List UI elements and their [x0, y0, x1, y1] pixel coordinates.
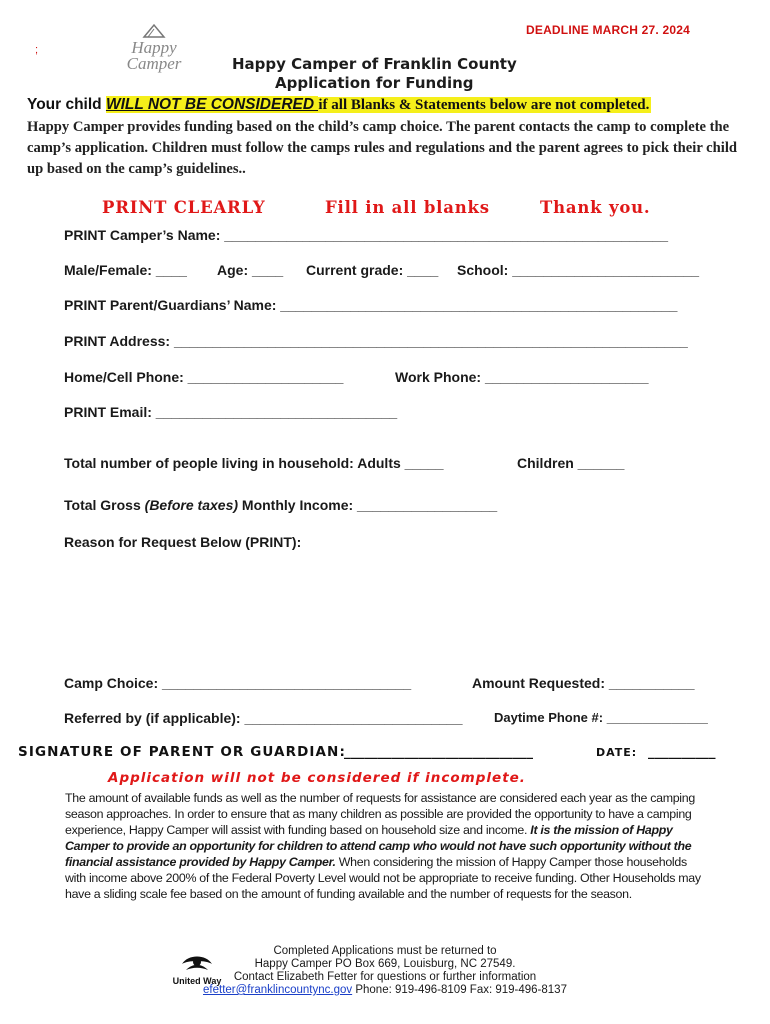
- income-label-prefix: Total Gross: [64, 497, 145, 513]
- mission-statement: It is the mission of Happy Camper to provide an opportunity for children to attend camp who would not have such opportunity without the financial assistance provided by Happy Camper.: [65, 823, 692, 869]
- reason-answer-area[interactable]: [64, 556, 714, 666]
- deadline-text: DEADLINE MARCH 27. 2024: [526, 23, 690, 37]
- date-line[interactable]: __________: [648, 744, 716, 760]
- amount-requested-field[interactable]: Amount Requested: ___________: [472, 675, 695, 691]
- policy-text-part1: The amount of available funds as well as the number of requests for assistance are considered each year as the camping season approaches. In order to ensure that as many children as possible are provided the opportunity to have a camping experience, Happy Camper will assist with funding based on household size and income.: [65, 791, 695, 837]
- home-phone-field[interactable]: Home/Cell Phone: ____________________: [64, 369, 344, 385]
- footer-line-1: Completed Applications must be returned to: [273, 945, 497, 957]
- referred-by-field[interactable]: Referred by (if applicable): ____________________________: [64, 710, 463, 726]
- united-way-text: United Way: [172, 976, 222, 986]
- instruction-fill-blanks: Fill in all blanks: [325, 198, 490, 217]
- signature-label: SIGNATURE OF PARENT OR GUARDIAN:: [18, 744, 346, 760]
- contact-phones: Phone: 919-496-8109 Fax: 919-496-8137: [352, 984, 567, 996]
- footer-contact-line: [0, 984, 770, 996]
- incomplete-notice: Application will not be considered if incomplete.: [108, 770, 526, 786]
- reason-label: Reason for Request Below (PRINT):: [64, 534, 302, 550]
- intro-paragraph: Happy Camper provides funding based on the child’s camp choice. The parent contacts the camp to complete the camp’s application. Children must follow the camps rules and regulations and the parent agrees to pick their child up based on the camp’s guidelines..: [27, 119, 738, 177]
- gender-field[interactable]: Male/Female: ____: [64, 262, 187, 278]
- email-field[interactable]: PRINT Email: _______________________________: [64, 404, 398, 420]
- address-field[interactable]: PRINT Address: __________________________________________________________________: [64, 333, 688, 349]
- income-label-italic: (Before taxes): [144, 497, 239, 513]
- form-subtitle: Application for Funding: [275, 74, 474, 92]
- work-phone-field[interactable]: Work Phone: _____________________: [395, 369, 649, 385]
- instruction-thank-you: Thank you.: [540, 198, 651, 217]
- warning-prefix: Your child: [27, 96, 106, 113]
- logo-text-happy: Happy: [131, 38, 177, 57]
- funding-policy-paragraph: [65, 790, 705, 902]
- school-field[interactable]: School: ________________________: [457, 262, 700, 278]
- household-adults-field[interactable]: Total number of people living in household: Adults _____: [64, 455, 444, 471]
- age-field[interactable]: Age: ____: [217, 262, 284, 278]
- warning-line: [27, 96, 651, 114]
- income-label-suffix: Monthly Income: __________________: [238, 497, 498, 513]
- daytime-phone-field[interactable]: Daytime Phone #: ______________: [494, 710, 708, 725]
- signature-line[interactable]: ____________________________: [344, 744, 533, 760]
- warning-emphasis: WILL NOT BE CONSIDERED: [105, 96, 319, 113]
- form-title: Happy Camper of Franklin County: [232, 55, 517, 73]
- date-label: DATE:: [596, 746, 638, 759]
- footer-line-2: Happy Camper PO Box 669, Louisburg, NC 27549.: [254, 958, 516, 970]
- parent-name-field[interactable]: PRINT Parent/Guardians’ Name: ___________________________________________________: [64, 297, 678, 313]
- warning-suffix: if all Blanks & Statements below are not completed.: [318, 97, 650, 113]
- policy-text-part2: When considering the mission of Happy Camper those households with income above 200% of the Federal Poverty Level would not be appropriate to receive funding. Other Households may have a sliding scale fee based on the amount of funding available and the number of requests for the season.: [65, 855, 701, 901]
- happy-camper-logo: [104, 23, 204, 75]
- camper-name-field[interactable]: PRINT Camper’s Name: _________________________________________________________: [64, 227, 669, 243]
- footer-line-3: Contact Elizabeth Fetter for questions or further information: [233, 971, 537, 983]
- grade-field[interactable]: Current grade: ____: [306, 262, 439, 278]
- margin-mark: ;: [35, 44, 39, 56]
- contact-email-link[interactable]: efetter@franklincountync.gov: [203, 984, 353, 996]
- household-children-field[interactable]: Children ______: [517, 455, 625, 471]
- instruction-print-clearly: PRINT CLEARLY: [102, 198, 266, 217]
- camp-choice-field[interactable]: Camp Choice: ________________________________: [64, 675, 412, 691]
- logo-text-camper: Camper: [126, 54, 182, 73]
- monthly-income-field[interactable]: [64, 497, 497, 513]
